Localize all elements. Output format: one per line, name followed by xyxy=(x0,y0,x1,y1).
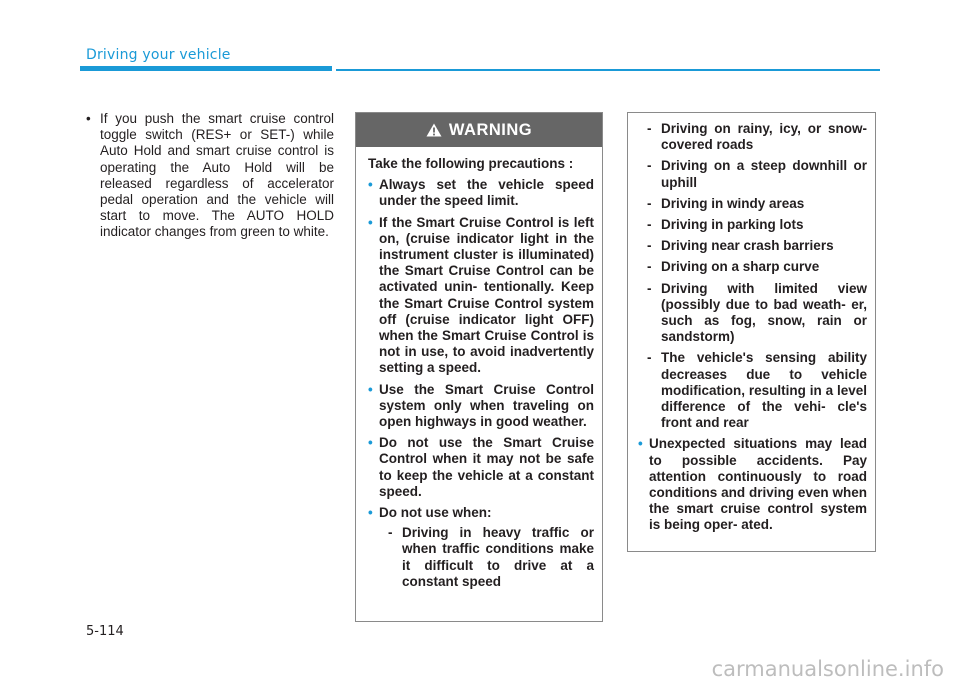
list-text: Do not use when: xyxy=(379,505,492,521)
dash-marker: - xyxy=(647,238,652,254)
dash-marker: - xyxy=(647,121,652,136)
list-text: Use the Smart Cruise Control system only when traveling on open highways in good weather. xyxy=(379,381,594,430)
warning-intro: Take the following precautions : xyxy=(368,156,574,171)
sub-list-item xyxy=(638,350,867,431)
watermark: carmanualsonline.info xyxy=(711,657,944,681)
dash-marker: - xyxy=(647,217,652,233)
list-text: Unexpected situations may lead to possible accidents. Pay attention continuously to road conditions and driving even when the smart cruise control system is being oper- ated. xyxy=(649,436,867,533)
dash-marker: - xyxy=(647,195,652,211)
warning-title: WARNING xyxy=(448,120,533,139)
sub-list-item xyxy=(638,238,867,254)
warning-box xyxy=(355,112,603,622)
warning-triangle-icon xyxy=(426,123,442,137)
list-item xyxy=(368,505,594,590)
body-column xyxy=(86,111,334,241)
warning-header xyxy=(356,113,602,147)
dash-marker: - xyxy=(388,525,393,541)
list-text: If the Smart Cruise Control is left on, (cruise indicator light in the instrument cluster is illuminated) the Smart Cruise Control can be activated unin- tentionally. Keep the Smart Cruise Control system off (cruise indicator light OFF) when the Smart Cruise Control is not in use, to avoid inadvertently setting a speed. xyxy=(379,214,594,376)
list-text: Driving on rainy, icy, or snow-covered roads xyxy=(661,121,867,153)
sub-list-item xyxy=(638,281,867,346)
warning-body xyxy=(356,147,602,590)
sub-list xyxy=(379,525,594,590)
bullet-marker: • xyxy=(86,111,91,126)
list-text: Do not use the Smart Cruise Control when it may not be safe to keep the vehicle at a constant speed. xyxy=(379,435,594,499)
list-text: Driving near crash barriers xyxy=(661,238,834,254)
section-title: Driving your vehicle xyxy=(86,47,231,63)
sub-list-item xyxy=(638,121,867,153)
body-text: If you push the smart cruise control toggle switch (RES+ or SET-) while Auto Hold and smart cruise control is operating the Auto Hold will be released regardless of accelerator pedal operation and the vehicle will start to move. The AUTO HOLD indicator changes from green to white. xyxy=(100,111,334,240)
dash-marker: - xyxy=(647,259,652,275)
list-text: Driving with limited view (possibly due to bad weath- er, such as fog, snow, rain or sandstorm) xyxy=(661,280,867,345)
list-text: Driving in parking lots xyxy=(661,217,804,233)
header-rule-thick xyxy=(80,66,332,71)
sub-list-item xyxy=(379,525,594,590)
list-text: Driving in windy areas xyxy=(661,195,805,211)
list-text: The vehicle's sensing ability decreases due to vehicle modification, resulting in a level difference of the vehi- cle's front and rear xyxy=(661,350,867,431)
list-item xyxy=(638,436,867,533)
list-text: Driving on a sharp curve xyxy=(661,259,820,275)
sub-list-item xyxy=(638,259,867,275)
sub-list-item xyxy=(638,217,867,233)
list-item xyxy=(368,177,594,209)
list-item xyxy=(86,111,334,241)
sub-list-item xyxy=(638,196,867,212)
bullet-marker: • xyxy=(368,214,373,230)
dash-marker: - xyxy=(647,158,652,174)
continued-box xyxy=(627,112,876,552)
dash-marker: - xyxy=(647,280,652,296)
list-item xyxy=(368,382,594,431)
page-number: 5-114 xyxy=(86,624,124,639)
list-item xyxy=(368,435,594,500)
bullet-marker: • xyxy=(368,435,373,451)
list-text: Driving in heavy traffic or when traffic conditions make it difficult to drive at a constant speed xyxy=(402,525,594,589)
bullet-marker: • xyxy=(638,436,643,452)
sub-list-item xyxy=(638,158,867,190)
list-text: Driving on a steep downhill or uphill xyxy=(661,158,867,190)
bullet-marker: • xyxy=(368,505,373,521)
list-item xyxy=(368,215,594,377)
bullet-marker: • xyxy=(368,381,373,397)
list-text: Always set the vehicle speed under the speed limit. xyxy=(379,177,594,209)
dash-marker: - xyxy=(647,350,652,366)
header-rule-thin xyxy=(336,69,880,71)
bullet-marker: • xyxy=(368,177,373,193)
